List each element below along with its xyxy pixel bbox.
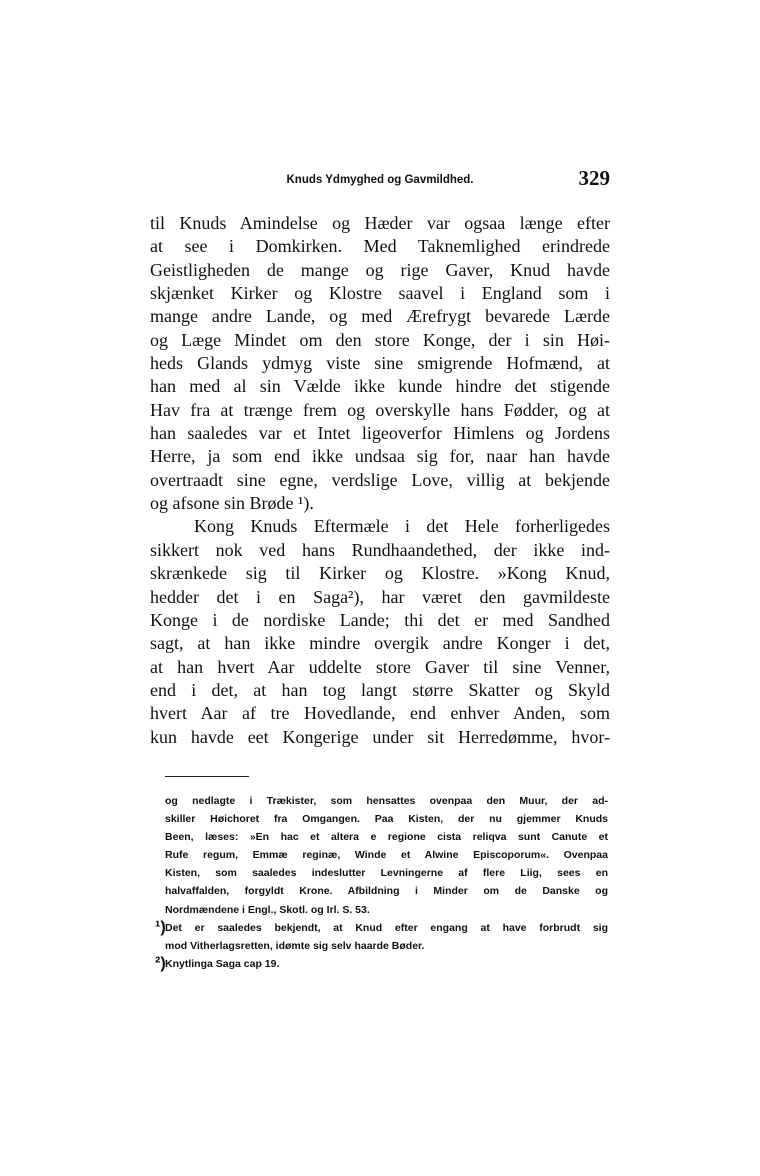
text-line: og Læge Mindet om den store Konge, der i sin Høi- <box>150 329 610 350</box>
footnote-line: og nedlagte i Trækister, som hensattes ovenpaa den Muur, der ad- <box>165 795 608 807</box>
footnote-2 <box>155 954 608 973</box>
text-line: hvert Aar af tre Hovedlande, end enhver Anden, som <box>150 703 610 724</box>
page-number: 329 <box>578 166 610 190</box>
footnote-divider <box>165 776 249 777</box>
footnote-line: skiller Høichoret fra Omgangen. Paa Kisten, der nu gjemmer Knuds <box>165 813 608 826</box>
footnote-line: halvaffalden, forgyldt Krone. Afbildning i Minder om de Danske og <box>165 885 608 898</box>
text-line: sagt, at han ikke mindre overgik andre Konger i det, <box>150 633 610 654</box>
text-line: Hav fra at trænge frem og overskylle hans Fødder, og at <box>150 399 610 420</box>
text-line: end i det, at han tog langt større Skatter og Skyld <box>150 679 610 700</box>
text-line: skjænket Kirker og Klostre saavel i England som i <box>150 283 610 304</box>
footnote-line: Rufe regum, Emmæ reginæ, Winde et Alwine Episcoporum«. Ovenpaa <box>165 849 608 862</box>
text-line: hedder det i en Saga²), har været den gavmildeste <box>150 586 610 607</box>
text-line: at see i Domkirken. Med Taknemlighed erindrede <box>150 236 610 257</box>
footnote-1 <box>155 918 608 955</box>
text-line: overtraadt sine egne, verdslige Love, villig at bekjende <box>150 469 610 490</box>
text-line: sikkert nok ved hans Rundhaandethed, der ikke ind- <box>150 539 610 560</box>
text-line: mange andre Lande, og med Ærefrygt bevarede Lærde <box>150 306 610 327</box>
text-line: Geistligheden de mange og rige Gaver, Knud havde <box>150 259 610 280</box>
paragraph-end-line: og afsone sin Brøde ¹). <box>150 493 314 514</box>
footnote-continued <box>165 792 608 919</box>
text-line: heds Glands ydmyg viste sine smigrende Hofmænd, at <box>150 353 610 374</box>
paragraph-start-line: Kong Knuds Eftermæle i det Hele forherligedes <box>194 516 610 537</box>
text-line: Herre, ja som end ikke undsaa sig for, naar han havde <box>150 446 610 467</box>
text-line: til Knuds Amindelse og Hæder var ogsaa længe efter <box>150 213 610 233</box>
footnote-line: Knytlinga Saga cap 19. <box>165 957 280 970</box>
body-text <box>150 212 610 749</box>
text-line: skrænkede sig til Kirker og Klostre. »Kong Knud, <box>150 563 610 584</box>
text-line: kun havde eet Kongerige under sit Herredømme, hvor- <box>150 726 610 747</box>
footnote-1-marker: ¹) <box>155 918 166 936</box>
footnote-2-marker: ²) <box>155 954 166 972</box>
footnote-line: Been, læses: »En hac et altera e regione cista reliqva sunt Canute et <box>165 831 608 844</box>
footnote-line: Kisten, som saaledes indeslutter Levningerne af flere Liig, sees en <box>165 867 608 880</box>
footnote-line: mod Vitherlagsretten, idømte sig selv haarde Bøder. <box>165 939 425 952</box>
running-title: Knuds Ydmyghed og Gavmildhed. <box>286 174 474 186</box>
footnotes <box>155 792 608 973</box>
text-line: han saaledes var et Intet ligeoverfor Himlens og Jordens <box>150 423 610 444</box>
text-line: Konge i de nordiske Lande; thi det er med Sandhed <box>150 609 610 630</box>
page-header <box>150 164 610 196</box>
text-line: han med al sin Vælde ikke kunde hindre det stigende <box>150 376 610 397</box>
footnote-line: Nordmændene i Engl., Skotl. og Irl. S. 53. <box>165 903 370 916</box>
text-line: at han hvert Aar uddelte store Gaver til sine Venner, <box>150 656 610 677</box>
footnote-line: Det er saaledes bekjendt, at Knud efter engang at have forbrudt sig <box>165 921 608 934</box>
